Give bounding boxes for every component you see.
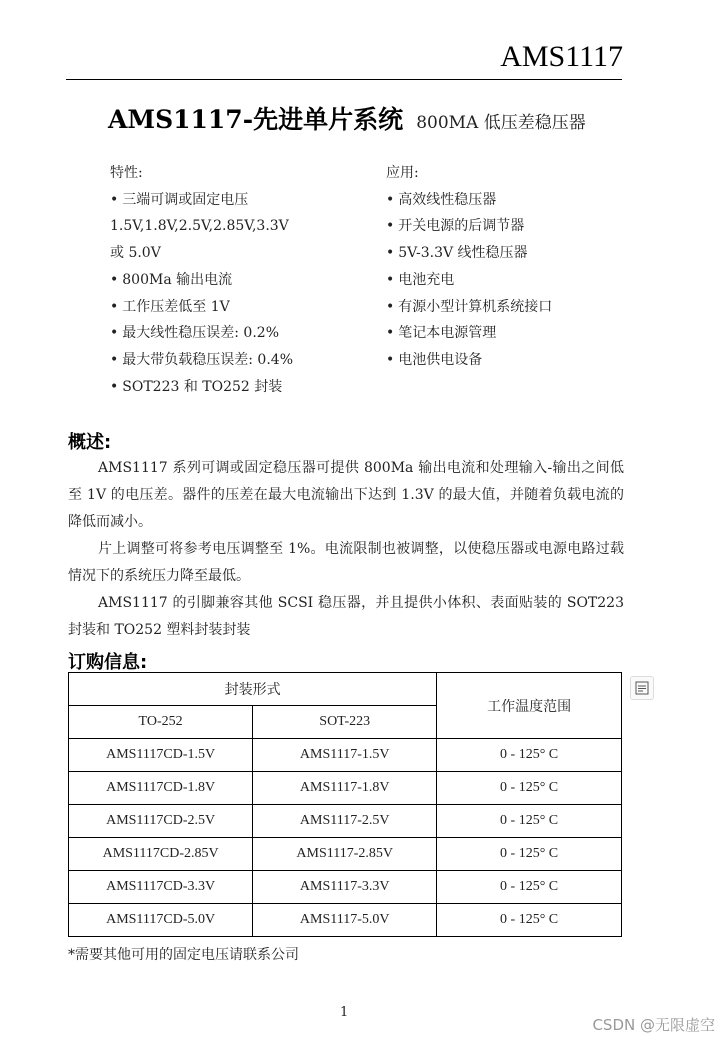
- header-title: AMS1117: [500, 40, 623, 73]
- feature-item: [110, 320, 293, 347]
- title-subtitle: 800MA 低压差稳压器: [416, 113, 586, 133]
- feature-item: [110, 294, 293, 321]
- feature-item: [110, 374, 293, 401]
- application-item: [386, 267, 552, 294]
- overview-paragraph: AMS1117 的引脚兼容其他 SCSI 稳压器，并且提供小体积、表面贴装的 SOT223 封装和 TO252 塑料封装封装: [68, 595, 624, 638]
- application-text: 开关电源的后调节器: [398, 218, 525, 235]
- features-column: [110, 160, 293, 400]
- bullet-icon: •: [386, 218, 395, 235]
- overview-paragraph: AMS1117 系列可调或固定稳压器可提供 800Ma 输出电流和处理输入-输出之间低至 1V 的电压差。器件的压差在最大电流输出下达到 1.3V 的最大值，并随着负载电流的降低而减小。: [68, 460, 624, 530]
- application-text: 高效线性稳压器: [398, 191, 497, 208]
- cell-sot223: AMS1117-1.5V: [253, 739, 437, 772]
- cell-temp: 0 - 125° C: [437, 739, 622, 772]
- temp-header: 工作温度范围: [437, 673, 622, 739]
- table-row: [69, 772, 622, 805]
- feature-text: 最大带负载稳压误差: 0.4%: [122, 351, 293, 368]
- applications-heading: 应用:: [386, 165, 419, 181]
- feature-text: 1.5V,1.8V,2.5V,2.85V,3.3V: [110, 218, 289, 235]
- bullet-icon: •: [386, 271, 395, 288]
- cell-to252: AMS1117CD-5.0V: [69, 904, 253, 937]
- application-item: [386, 213, 552, 240]
- applications-list: [386, 187, 552, 374]
- feature-item: [110, 347, 293, 374]
- cell-temp: 0 - 125° C: [437, 871, 622, 904]
- to252-header: TO-252: [69, 706, 253, 739]
- feature-text: 最大线性稳压误差: 0.2%: [122, 325, 279, 342]
- application-text: 电池供电设备: [398, 351, 483, 368]
- document-title: [108, 100, 586, 136]
- bullet-icon: •: [110, 298, 119, 315]
- application-text: 有源小型计算机系统接口: [398, 298, 553, 315]
- cell-temp: 0 - 125° C: [437, 904, 622, 937]
- bullet-icon: •: [110, 271, 119, 288]
- applications-column: [386, 160, 552, 374]
- feature-item: [110, 213, 293, 240]
- cell-to252: AMS1117CD-2.5V: [69, 805, 253, 838]
- table-row: [69, 805, 622, 838]
- table-row: [69, 904, 622, 937]
- feature-text: SOT223 和 TO252 封装: [122, 378, 283, 395]
- table-row: [69, 739, 622, 772]
- table-row: [69, 838, 622, 871]
- cell-temp: 0 - 125° C: [437, 805, 622, 838]
- application-text: 5V-3.3V 线性稳压器: [398, 245, 528, 262]
- cell-temp: 0 - 125° C: [437, 772, 622, 805]
- package-header: 封装形式: [69, 673, 437, 706]
- application-text: 笔记本电源管理: [398, 325, 497, 342]
- application-item: [386, 294, 552, 321]
- application-item: [386, 187, 552, 214]
- feature-item: [110, 240, 293, 267]
- feature-text: 三端可调或固定电压: [122, 191, 249, 208]
- overview-heading: 概述:: [68, 432, 112, 453]
- bullet-icon: •: [386, 245, 395, 262]
- cell-to252: AMS1117CD-1.8V: [69, 772, 253, 805]
- cell-sot223: AMS1117-2.5V: [253, 805, 437, 838]
- overview-paragraph: 片上调整可将参考电压调整至 1%。电流限制也被调整，以使稳压器或电源电路过载情况下的系统压力降至最低。: [68, 541, 624, 584]
- ordering-heading: 订购信息:: [68, 652, 148, 673]
- application-item: [386, 347, 552, 374]
- features-list: [110, 187, 293, 401]
- feature-item: [110, 187, 293, 214]
- page-number: 1: [340, 1005, 349, 1020]
- overview-body: [68, 455, 624, 644]
- feature-item: [110, 267, 293, 294]
- feature-text: 或 5.0V: [110, 245, 161, 262]
- bullet-icon: •: [386, 191, 395, 208]
- application-item: [386, 240, 552, 267]
- header-rule: [66, 79, 622, 80]
- watermark: CSDN @无限虚空: [592, 1016, 715, 1034]
- sot223-header: SOT-223: [253, 706, 437, 739]
- bullet-icon: •: [110, 325, 119, 342]
- cell-to252: AMS1117CD-1.5V: [69, 739, 253, 772]
- features-heading: 特性:: [110, 165, 143, 181]
- bullet-icon: •: [110, 378, 119, 395]
- bullet-icon: •: [110, 351, 119, 368]
- cell-to252: AMS1117CD-3.3V: [69, 871, 253, 904]
- cell-sot223: AMS1117-1.8V: [253, 772, 437, 805]
- ordering-table: [68, 672, 622, 937]
- application-text: 电池充电: [398, 271, 455, 288]
- cell-to252: AMS1117CD-2.85V: [69, 838, 253, 871]
- feature-text: 工作压差低至 1V: [122, 298, 230, 315]
- bullet-icon: •: [386, 325, 395, 342]
- table-row: [69, 871, 622, 904]
- image-ocr-icon[interactable]: [630, 676, 654, 700]
- cell-sot223: AMS1117-3.3V: [253, 871, 437, 904]
- application-item: [386, 320, 552, 347]
- feature-text: 800Ma 输出电流: [122, 271, 233, 288]
- cell-sot223: AMS1117-5.0V: [253, 904, 437, 937]
- cell-temp: 0 - 125° C: [437, 838, 622, 871]
- title-main: AMS1117-先进单片系统: [108, 105, 404, 134]
- bullet-icon: •: [386, 298, 395, 315]
- bullet-icon: •: [110, 191, 119, 208]
- bullet-icon: •: [386, 351, 395, 368]
- footnote: *需要其他可用的固定电压请联系公司: [68, 947, 299, 963]
- cell-sot223: AMS1117-2.85V: [253, 838, 437, 871]
